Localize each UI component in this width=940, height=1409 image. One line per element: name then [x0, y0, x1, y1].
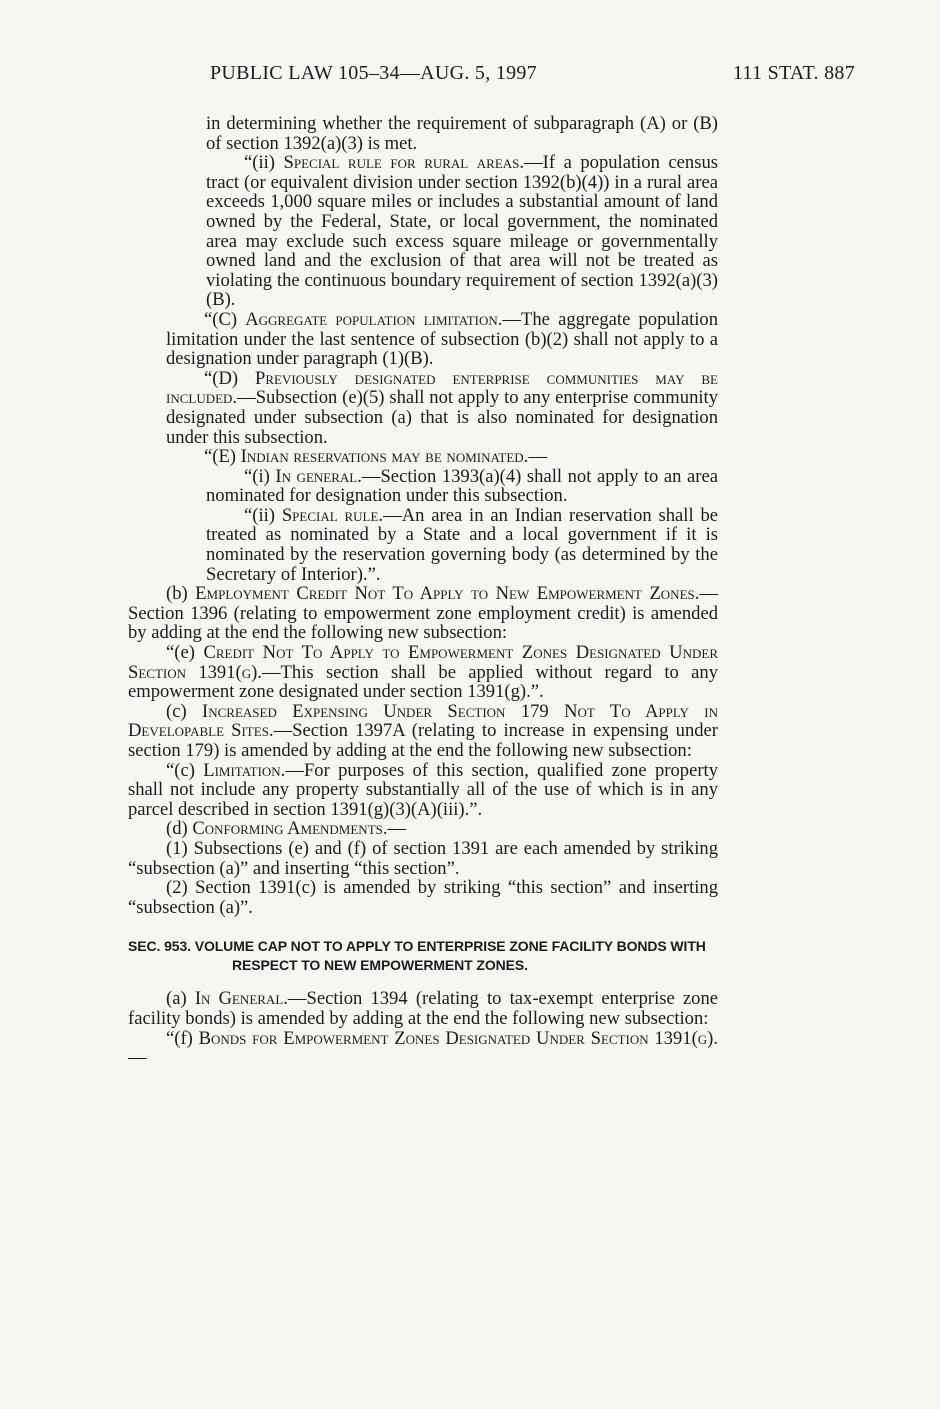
paragraph-heading: Credit Not To Apply to Empowerment Zones Designated Under Section 1391(g). — [128, 642, 718, 683]
paragraph-employment-credit: (b) Employment Credit Not To Apply to New Empowerment Zones.—Section 1396 (relating to empowerment zone employment credit) is amended by adding at the end the following new subsection: — [128, 583, 718, 644]
paragraph-rural-areas: “(ii) Special rule for rural areas.—If a population census tract (or equivalent division under section 1392(b)(4)) in a rural area exceeds 1,000 square miles or includes a substantial amount of land owned by the Federal, State, or local government, the nominated area may exclude such excess square mileage or governmentally owned land and the exclusion of that area will not be treated as violating the continuous boundary requirement of section 1392(a)(3)(B). — [206, 152, 719, 311]
header-citation: PUBLIC LAW 105–34—AUG. 5, 1997 — [210, 62, 538, 84]
section-953-heading: SEC. 953. VOLUME CAP NOT TO APPLY TO ENTERPRISE ZONE FACILITY BONDS WITH RESPECT TO NEW EMPOWERMENT ZONES. — [128, 938, 706, 974]
paragraph-heading: Increased Expensing Under Section 179 Not To Apply in Developable Sites. — [128, 700, 718, 742]
paragraph-limitation: “(c) Limitation.—For purposes of this section, qualified zone property shall not include any property substantially all of the use of which is in any parcel described in section 1391(g)(3)(A)(iii).”. — [128, 759, 718, 820]
paragraph-credit-not-apply: “(e) Credit Not To Apply to Empowerment Zones Designated Under Section 1391(g).—This section shall be applied without regard to any empowerment zone designated under section 1391(g).”. — [128, 642, 718, 703]
paragraph-953-bonds: “(f) Bonds for Empowerment Zones Designated Under Section 1391(g).— — [128, 1027, 718, 1069]
paragraph-953-in-general: (a) In General.—Section 1394 (relating to tax-exempt enterprise zone facility bonds) is amended by adding at the end the following new subsection: — [128, 988, 718, 1029]
paragraph-in-general: “(i) In general.—Section 1393(a)(4) shall not apply to an area nominated for designation under this subsection. — [206, 465, 718, 507]
paragraph-heading: Special rule for rural areas. — [283, 152, 525, 174]
paragraph-heading: In general. — [275, 465, 362, 487]
paragraph-conforming-amendments: (d) Conforming Amendments.— — [166, 818, 407, 840]
paragraph-special-rule: “(ii) Special rule.—An area in an Indian reservation shall be treated as nominated by a State and a local government if it is nominated by the reservation governing body (as determined by the Secretary of Interior).”. — [206, 504, 718, 585]
paragraph-enterprise-communities: “(D) Previously designated enterprise communities may be included.—Subsection (e)(5) shall not apply to any enterprise community designated under subsection (a) that is also nominated for designation under this subsection. — [166, 367, 718, 448]
paragraph-heading: Conforming Amendments. — [192, 818, 388, 840]
paragraph-continuation: in determining whether the requirement of subparagraph (A) or (B) of section 1392(a)(3) is met. — [206, 113, 718, 154]
paragraph-increased-expensing: (c) Increased Expensing Under Section 179 Not To Apply in Developable Sites.—Section 1397A (relating to increase in expensing under section 179) is amended by adding at the end the following new subsection: — [128, 700, 718, 761]
paragraph-heading: Bonds for Empowerment Zones Designated Under Section 1391(g). — [198, 1027, 718, 1049]
paragraph-heading: Previously designated enterprise communities may be included. — [166, 367, 718, 409]
paragraph-indian-reservations: “(E) Indian reservations may be nominated.— — [204, 446, 547, 468]
paragraph-amendment-1: (1) Subsections (e) and (f) of section 1391 are each amended by striking “subsection (a)” and inserting “this section”. — [128, 837, 718, 879]
paragraph-heading: Special rule. — [281, 504, 384, 526]
paragraph-heading: Aggregate population limitation. — [245, 308, 503, 330]
paragraph-heading: In General. — [194, 988, 288, 1010]
paragraph-amendment-2: (2) Section 1391(c) is amended by striking “this section” and inserting “subsection (a)”. — [128, 877, 718, 918]
page-header — [210, 62, 855, 86]
paragraph-heading: Employment Credit Not To Apply to New Empowerment Zones. — [195, 583, 700, 605]
paragraph-heading: Limitation. — [203, 759, 286, 781]
header-stat-page: 111 STAT. 887 — [732, 62, 855, 84]
paragraph-heading: Indian reservations may be nominated. — [240, 446, 529, 468]
document-body — [128, 114, 718, 1068]
paragraph-aggregate-population: “(C) Aggregate population limitation.—The aggregate population limitation under the last sentence of subsection (b)(2) shall not apply to a designation under paragraph (1)(B). — [166, 308, 719, 370]
